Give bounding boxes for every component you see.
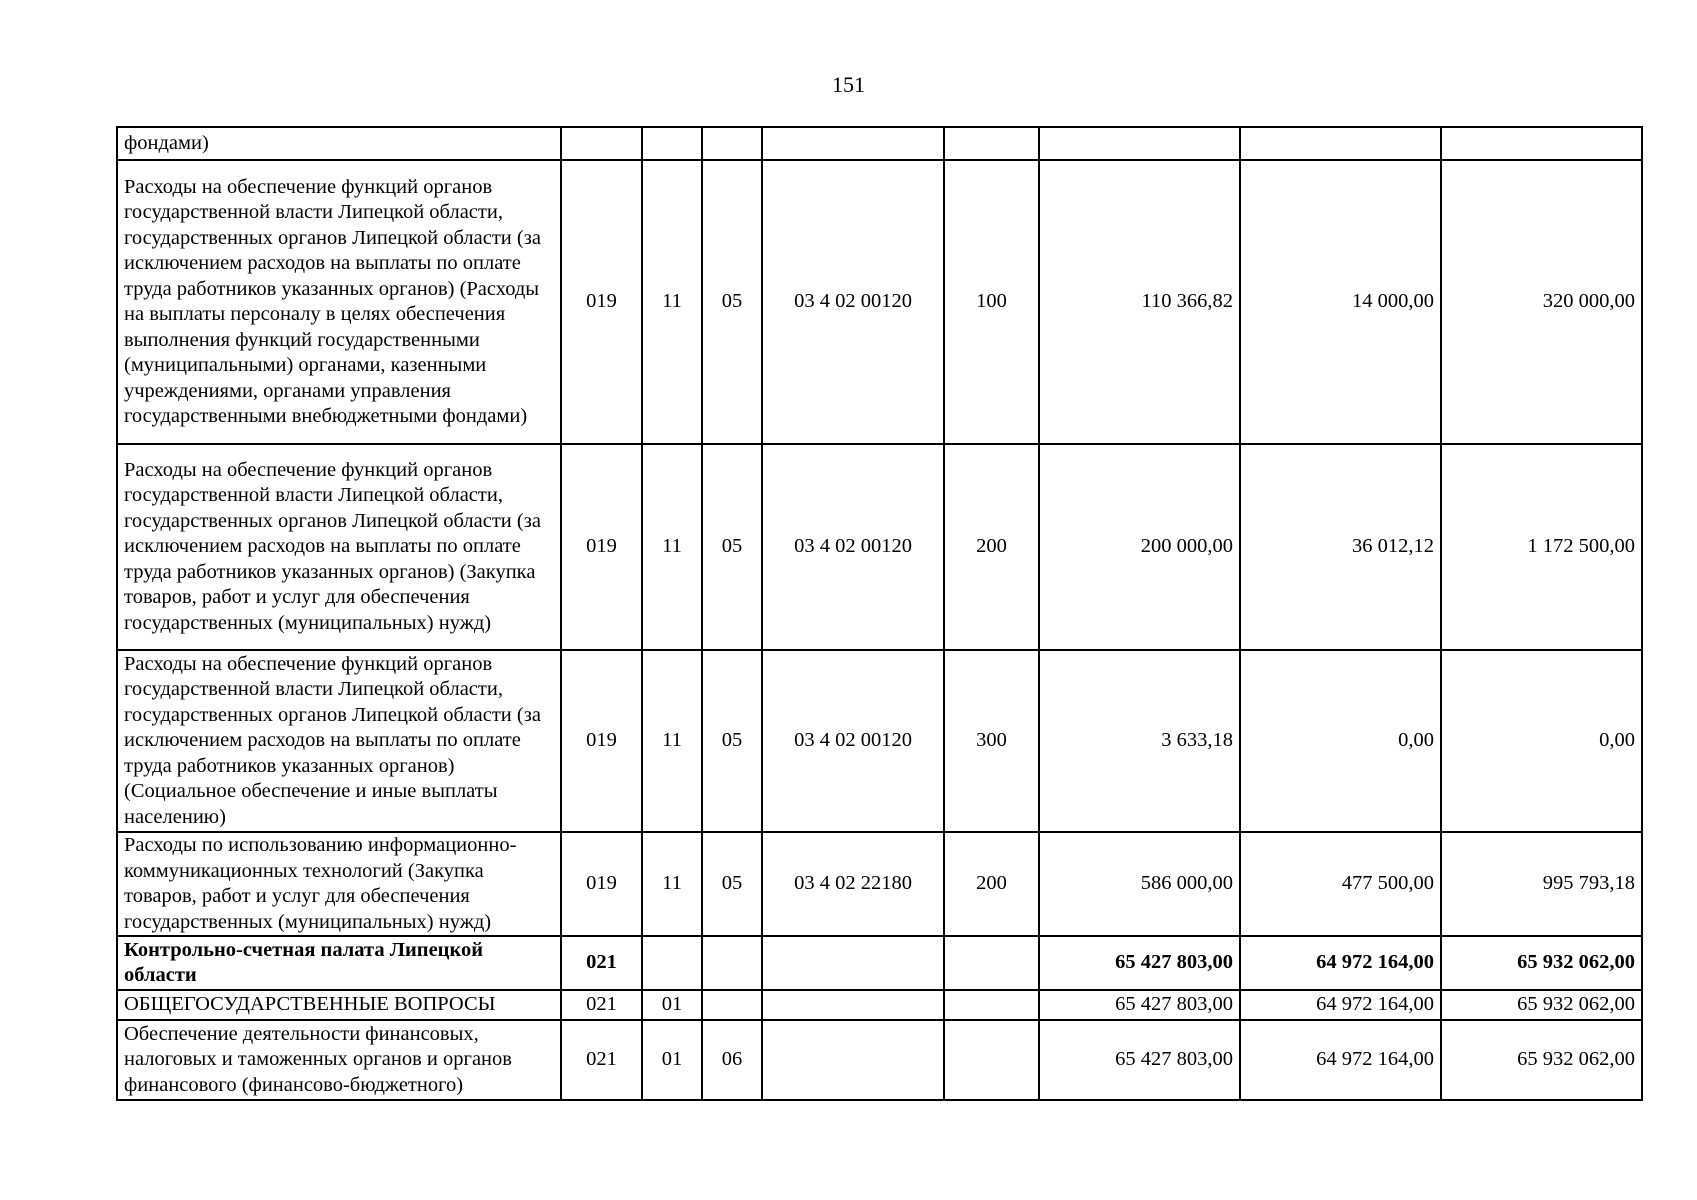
expense-type-code [944,936,1039,990]
section-code: 01 [642,1020,702,1100]
amount-3: 65 932 062,00 [1441,1020,1642,1100]
row-description: Расходы по использованию информационно-коммуникационных технологий (Закупка товаров, работ и услуг для обеспечения государственных (муниципальных) нужд) [117,832,561,936]
target-article-code: 03 4 02 00120 [762,444,944,650]
subsection-code [702,990,762,1020]
target-article-code: 03 4 02 00120 [762,160,944,444]
amount-2 [1240,127,1441,160]
subsection-code: 05 [702,650,762,832]
table-row [117,936,1642,990]
expense-type-code: 100 [944,160,1039,444]
amount-2: 64 972 164,00 [1240,1020,1441,1100]
table-row [117,444,1642,650]
section-code [642,127,702,160]
amount-2: 36 012,12 [1240,444,1441,650]
budget-table [116,126,1643,1101]
amount-2: 64 972 164,00 [1240,990,1441,1020]
ministry-code: 019 [561,160,642,444]
amount-3: 1 172 500,00 [1441,444,1642,650]
expense-type-code [944,1020,1039,1100]
expense-type-code [944,127,1039,160]
subsection-code [702,127,762,160]
section-code: 11 [642,444,702,650]
amount-1: 200 000,00 [1039,444,1240,650]
row-description: Контрольно-счетная палата Липецкой области [117,936,561,990]
row-description: Расходы на обеспечение функций органов государственной власти Липецкой области, государственных органов Липецкой области (за исключением расходов на выплаты по оплате труда работников указанных органов) (Социальное обеспечение и иные выплаты населению) [117,650,561,832]
amount-3: 320 000,00 [1441,160,1642,444]
target-article-code [762,1020,944,1100]
subsection-code: 06 [702,1020,762,1100]
ministry-code: 019 [561,444,642,650]
ministry-code: 019 [561,832,642,936]
target-article-code [762,990,944,1020]
amount-1: 586 000,00 [1039,832,1240,936]
target-article-code: 03 4 02 00120 [762,650,944,832]
amount-3 [1441,127,1642,160]
expense-type-code: 200 [944,444,1039,650]
table-row [117,160,1642,444]
table-row [117,1020,1642,1100]
section-code: 01 [642,990,702,1020]
subsection-code [702,936,762,990]
target-article-code [762,127,944,160]
target-article-code [762,936,944,990]
amount-2: 0,00 [1240,650,1441,832]
section-code: 11 [642,650,702,832]
amount-2: 477 500,00 [1240,832,1441,936]
amount-1: 110 366,82 [1039,160,1240,444]
table-row [117,832,1642,936]
target-article-code: 03 4 02 22180 [762,832,944,936]
page-number: 151 [832,72,865,97]
table-row [117,650,1642,832]
section-code [642,936,702,990]
table-row [117,127,1642,160]
row-description: Расходы на обеспечение функций органов государственной власти Липецкой области, государственных органов Липецкой области (за исключением расходов на выплаты по оплате труда работников указанных органов) (Закупка товаров, работ и услуг для обеспечения государственных (муниципальных) нужд) [117,444,561,650]
ministry-code: 019 [561,650,642,832]
row-description: фондами) [117,127,561,160]
amount-3: 995 793,18 [1441,832,1642,936]
amount-1: 65 427 803,00 [1039,1020,1240,1100]
amount-3: 65 932 062,00 [1441,936,1642,990]
subsection-code: 05 [702,832,762,936]
row-description: Обеспечение деятельности финансовых, налоговых и таможенных органов и органов финансового (финансово-бюджетного) [117,1020,561,1100]
amount-2: 14 000,00 [1240,160,1441,444]
row-description: Расходы на обеспечение функций органов государственной власти Липецкой области, государственных органов Липецкой области (за исключением расходов на выплаты по оплате труда работников указанных органов) (Расходы на выплаты персоналу в целях обеспечения выполнения функций государственными (муниципальными) органами, казенными учреждениями, органами управления государственными внебюджетными фондами) [117,160,561,444]
expense-type-code: 200 [944,832,1039,936]
ministry-code: 021 [561,990,642,1020]
expense-type-code [944,990,1039,1020]
amount-1: 3 633,18 [1039,650,1240,832]
section-code: 11 [642,832,702,936]
amount-3: 0,00 [1441,650,1642,832]
amount-1 [1039,127,1240,160]
section-code: 11 [642,160,702,444]
ministry-code [561,127,642,160]
subsection-code: 05 [702,160,762,444]
amount-2: 64 972 164,00 [1240,936,1441,990]
ministry-code: 021 [561,936,642,990]
amount-3: 65 932 062,00 [1441,990,1642,1020]
table-row [117,990,1642,1020]
subsection-code: 05 [702,444,762,650]
amount-1: 65 427 803,00 [1039,990,1240,1020]
expense-type-code: 300 [944,650,1039,832]
amount-1: 65 427 803,00 [1039,936,1240,990]
row-description: ОБЩЕГОСУДАРСТВЕННЫЕ ВОПРОСЫ [117,990,561,1020]
ministry-code: 021 [561,1020,642,1100]
